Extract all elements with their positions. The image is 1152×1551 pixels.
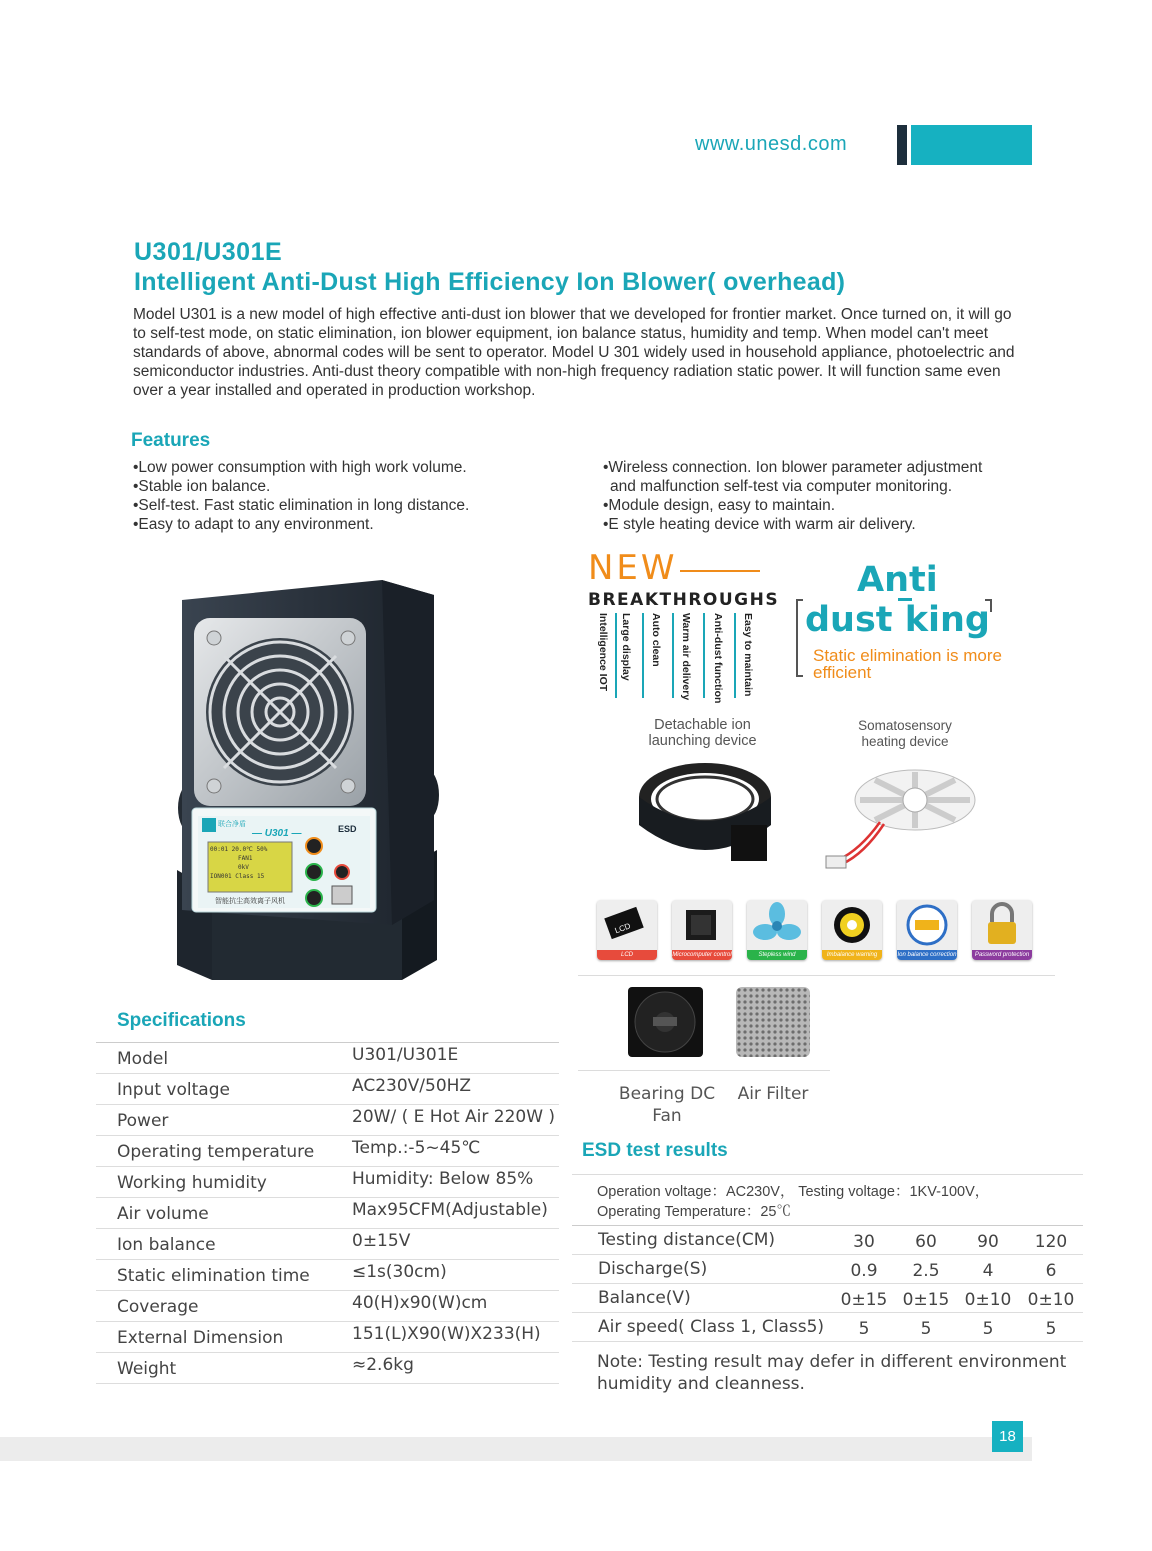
dc-fan-image [628,987,703,1057]
esd-cell: 4 [982,1261,994,1281]
spec-value: ≈2.6kg [352,1355,414,1375]
esd-row-label: Testing distance(CM) [598,1230,776,1250]
spec-row [96,1136,559,1167]
ion-blower-illustration [172,580,442,980]
feature-item: •Stable ion balance. [133,478,271,495]
feature-item: •Low power consumption with high work volume. [133,459,467,476]
lcd-line: ION001 Class 15 [210,873,265,880]
page-number: 18 [992,1421,1023,1452]
spec-row [96,1074,559,1105]
spec-label: Power [117,1111,169,1131]
lcd-line: 00:01 20.0℃ 50% [210,846,268,853]
spec-row [96,1105,559,1136]
spec-value: U301/U301E [352,1045,459,1065]
esd-test-conditions [597,1182,989,1222]
esd-cell: 60 [915,1232,937,1252]
breakthrough-item: Warm air delivery [680,613,692,701]
esd-cell: 5 [982,1319,994,1339]
esd-cell: 0.9 [850,1261,878,1281]
heating-device-image [820,760,980,875]
spec-label: External Dimension [117,1328,284,1348]
filter-caption: Air Filter [737,1084,809,1104]
esd-cell: 5 [858,1319,870,1339]
spec-label: Weight [117,1359,177,1379]
breakthrough-item: Intelligence IOT [597,613,609,692]
esd-note: Note: Testing result may defer in different environment humidity and cleanness. [597,1352,1067,1394]
breakthroughs-title: BREAKTHROUGHS [588,590,780,610]
website-url[interactable]: www.unesd.com [695,133,848,155]
esd-row [572,1313,1083,1342]
feature-item: •Easy to adapt to any environment. [133,516,374,533]
spec-value: ≤1s(30cm) [352,1262,447,1282]
spec-label: Operating temperature [117,1142,315,1162]
device-esd-label: ESD [338,824,357,834]
spec-value: Humidity: Below 85% [352,1169,534,1189]
icon-label: Imbalance warning [822,950,882,960]
icon-label: Stepless wind [747,950,807,960]
chip-icon [672,900,732,960]
spec-label: Input voltage [117,1080,230,1100]
esd-cell: 90 [977,1232,999,1252]
lcd-line: FAN1 [238,855,253,862]
esd-cell: 30 [853,1232,875,1252]
spec-value: 40(H)x90(W)cm [352,1293,488,1313]
spec-row [96,1260,559,1291]
anti-dust-title-line1: Anti [857,560,938,600]
svg-text:LCD: LCD [613,921,632,936]
esd-row-label: Air speed( Class 1, Class5) [598,1317,825,1337]
esd-row-label: Balance(V) [598,1288,691,1308]
detachable-device-caption: Detachable ion launching device [648,717,757,749]
breakthrough-divider [642,613,644,698]
esd-condition-line: Operation voltage：AC230V， Testing voltage：1KV-100V， [597,1184,990,1200]
esd-condition-line: Operating Temperature：25℃ [597,1204,791,1220]
spec-value: 20W/ ( E Hot Air 220W ) [352,1107,556,1127]
esd-cell: 5 [920,1319,932,1339]
warning-icon [822,900,882,960]
features-right-list [603,458,982,534]
spec-row [96,1353,559,1384]
esd-cell: 0±10 [964,1290,1012,1310]
spec-value: 151(L)X90(W)X233(H) [352,1324,541,1344]
feature-item: •E style heating device with warm air delivery. [603,516,916,533]
esd-cell: 6 [1045,1261,1057,1281]
device-model-label: — U301 — [252,828,302,839]
new-label: NEW [588,548,678,588]
device-bottom-text: 智能抗尘高效离子风机 [215,898,285,905]
fan-caption: Bearing DC Fan [618,1084,716,1126]
esd-cell: 0±15 [902,1290,950,1310]
esd-row [572,1284,1083,1313]
spec-label: Coverage [117,1297,199,1317]
spec-label: Static elimination time [117,1266,310,1286]
header-bar-teal [911,125,1032,165]
product-title: Intelligent Anti-Dust High Efficiency Ion Blower( overhead) [134,268,846,296]
spec-value: AC230V/50HZ [352,1076,472,1096]
features-left-list [133,458,469,534]
icon-label: Ion balance correction [897,952,957,958]
divider [578,1070,830,1071]
esd-cell: 0±15 [840,1290,888,1310]
heating-device-caption: Somatosensory heating device [858,718,952,749]
spec-value: Temp.:-5~45℃ [352,1138,481,1158]
spec-row [96,1043,559,1074]
feature-item: •Self-test. Fast static elimination in long distance. [133,497,470,514]
icon-label: Password protection [972,950,1032,960]
spec-value: 0±15V [352,1231,411,1251]
breakthrough-item: Auto clean [650,613,662,667]
model-title: U301/U301E [134,238,283,266]
spec-row [96,1322,559,1353]
anti-dust-title-line2: dust king [805,600,990,640]
icon-label: LCD [597,950,657,960]
esd-cell: 5 [1045,1319,1057,1339]
auto-balance-icon [897,900,957,960]
esd-row-label: Discharge(S) [598,1259,708,1279]
air-filter-image [736,987,810,1057]
breakthrough-divider [615,613,617,698]
icon-label: Microcomputer control [672,952,732,958]
spec-row [96,1167,559,1198]
esd-cell: 0±10 [1027,1290,1075,1310]
feature-item: and malfunction self-test via computer monitoring. [610,478,953,495]
breakthrough-divider [703,613,705,698]
padlock-icon [972,900,1032,960]
ion-launching-device-image [635,755,775,875]
feature-item: •Module design, easy to maintain. [603,497,836,514]
intro-paragraph: Model U301 is a new model of high effective anti-dust ion blower that we developed for frontier market. Once turned on, it will go to self-test mode, on static elimination, ion blower equipment, ion balance status, humidity and temp. When model can't meet standards of above, abnormal codes will be sent to operator. Model U 301 widely used in household appliance, photoelectric and semiconductor industries. Anti-dust theory compatible with non-high frequency radiation static power. It will function same even over a year installed and operated in production workshop. [133,306,1015,399]
esd-top-line [572,1174,1083,1175]
anti-dust-subtitle: Static elimination is more efficient [813,646,1002,682]
esd-row [572,1255,1083,1284]
lcd-line: 0kV [238,864,249,871]
specifications-heading: Specifications [117,1010,246,1031]
lcd-icon [597,900,657,960]
spec-row [96,1229,559,1260]
divider [578,975,1055,976]
spec-label: Model [117,1049,169,1069]
footer-band [0,1437,1032,1461]
esd-cell: 120 [1034,1232,1068,1252]
spec-row [96,1291,559,1322]
spec-row [96,1198,559,1229]
spec-label: Air volume [117,1204,209,1224]
breakthrough-divider [672,613,674,698]
spec-value: Max95CFM(Adjustable) [352,1200,548,1220]
breakthrough-item: Easy to maintain [742,613,754,697]
features-heading: Features [131,430,211,451]
spec-label: Working humidity [117,1173,267,1193]
new-underline [680,570,760,572]
esd-cell: 2.5 [912,1261,940,1281]
device-lcd [210,845,267,881]
breakthrough-item: Anti-dust function [712,613,724,704]
esd-heading: ESD test results [582,1140,728,1161]
breakthrough-item: Large display [620,613,632,681]
spec-label: Ion balance [117,1235,216,1255]
header-bar-dark [897,125,907,165]
fan-blade-icon [747,900,807,960]
device-brand: 联合净盾 [218,821,246,828]
feature-item: •Wireless connection. Ion blower parameter adjustment [603,459,983,476]
esd-row [572,1226,1083,1255]
breakthrough-divider [734,613,736,698]
